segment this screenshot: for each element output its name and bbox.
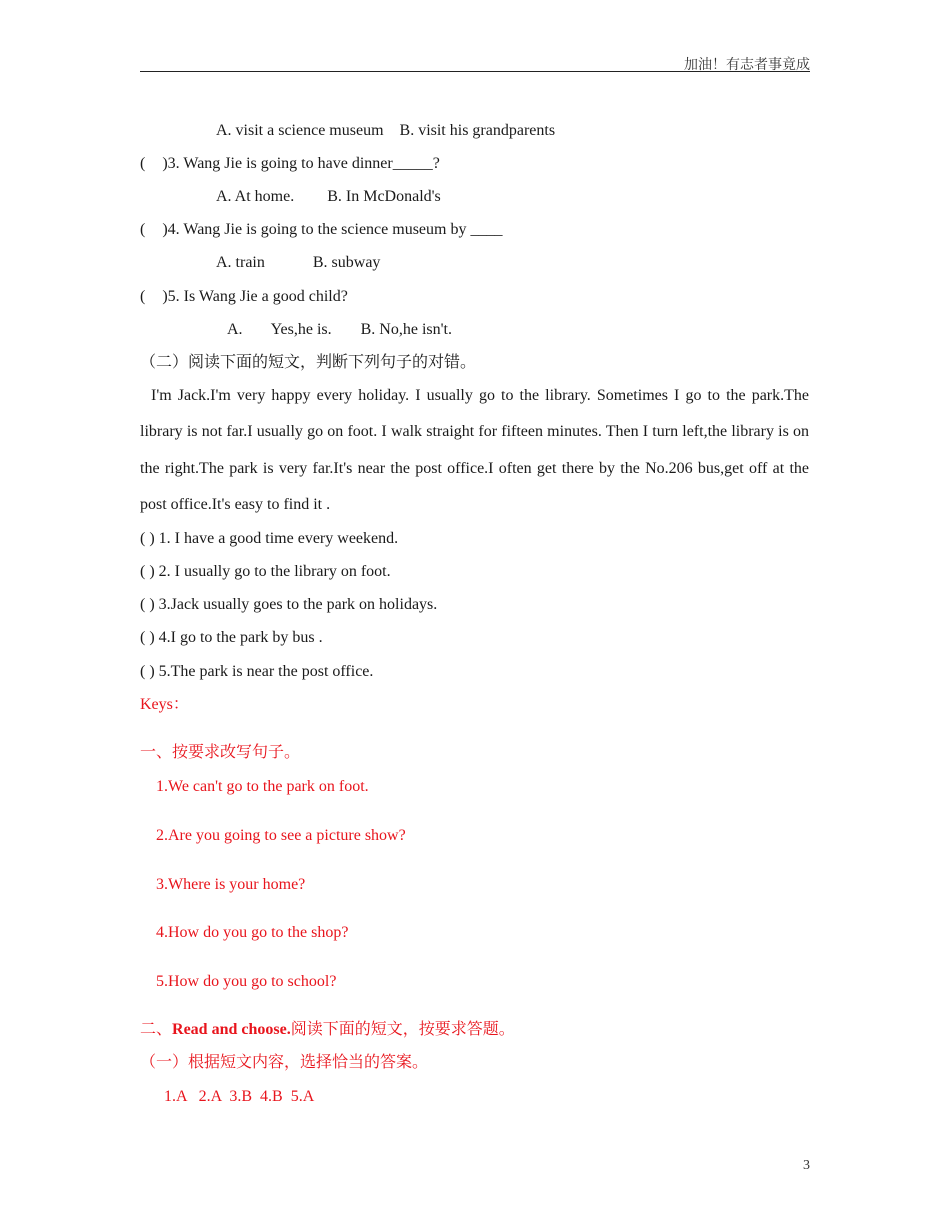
judge-item-3: ( ) 3.Jack usually goes to the park on holidays. xyxy=(140,596,438,613)
q4-option-b: B. subway xyxy=(312,254,381,271)
q5-option-a-text: Yes,he is. xyxy=(270,321,332,338)
answer-paren: ( xyxy=(140,288,146,305)
judge-item-4: ( ) 4.I go to the park by bus . xyxy=(140,629,323,646)
q5-option-a: A. xyxy=(227,321,243,338)
q3-text: )3. Wang Jie is going to have dinner_____? xyxy=(162,155,440,172)
header-motto: 加油！有志者事竟成 xyxy=(684,58,810,73)
q3-option-b: B. In McDonald's xyxy=(327,188,441,205)
q4-blank: ____ xyxy=(470,221,503,238)
keys-answer-2: 2.Are you going to see a picture show? xyxy=(156,827,406,844)
section2-heading: （二）阅读下面的短文，判断下列句子的对错。 xyxy=(140,354,477,371)
section2-passage: I'm Jack.I'm very happy every holiday. I usually go to the library. Sometimes I go to the park.The library is not far.I usually go on foot. I walk straight for fifteen minutes. Then I turn left,the library is on the right.The park is very far.It's near the post office.I often get there by the No.206 bus,get off at the post office.It's easy to find it . xyxy=(140,387,809,513)
keys-part2-heading xyxy=(140,1020,515,1040)
keys-part2-prefix: 二、 xyxy=(140,1021,173,1038)
q3-question xyxy=(140,154,440,174)
q3-option-a: A. At home. xyxy=(216,188,295,205)
keys-answer-3: 3.Where is your home? xyxy=(156,876,306,893)
page-number: 3 xyxy=(803,1158,810,1173)
q5-question xyxy=(140,287,348,307)
header-rule xyxy=(140,71,810,72)
judge-item-5: ( ) 5.The park is near the post office. xyxy=(140,663,374,680)
answer-paren: ( xyxy=(140,155,146,172)
keys-part2-bold: Read and choose. xyxy=(172,1021,291,1038)
judge-item-1: ( ) 1. I have a good time every weekend. xyxy=(140,530,399,547)
q5-text: )5. Is Wang Jie a good child? xyxy=(162,288,348,305)
keys-answer-5: 5.How do you go to school? xyxy=(156,973,337,990)
keys-part1-heading: 一、按要求改写句子。 xyxy=(140,744,301,761)
keys-answer-1: 1.We can't go to the park on foot. xyxy=(156,778,369,795)
answer-paren: ( xyxy=(140,221,146,238)
q4-options xyxy=(216,253,380,273)
keys-label: Keys： xyxy=(140,696,189,713)
judge-item-2: ( ) 2. I usually go to the library on foot. xyxy=(140,563,391,580)
q2-option-b: B. visit his grandparents xyxy=(399,122,556,139)
q2-options xyxy=(216,121,555,141)
q2-option-a: A. visit a science museum xyxy=(216,122,384,139)
q4-option-a: A. train xyxy=(216,254,265,271)
q4-text: )4. Wang Jie is going to the science museum by xyxy=(162,221,467,238)
q3-options xyxy=(216,187,441,207)
q5-option-b: B. No,he isn't. xyxy=(360,321,452,338)
keys-part2-answers: 1.A 2.A 3.B 4.B 5.A xyxy=(164,1088,315,1105)
keys-part2-subheading: （一）根据短文内容，选择恰当的答案。 xyxy=(140,1054,429,1071)
q4-question xyxy=(140,220,502,240)
keys-answer-4: 4.How do you go to the shop? xyxy=(156,924,349,941)
keys-part2-suffix: 阅读下面的短文，按要求答题。 xyxy=(290,1021,515,1038)
q5-options xyxy=(227,320,452,340)
